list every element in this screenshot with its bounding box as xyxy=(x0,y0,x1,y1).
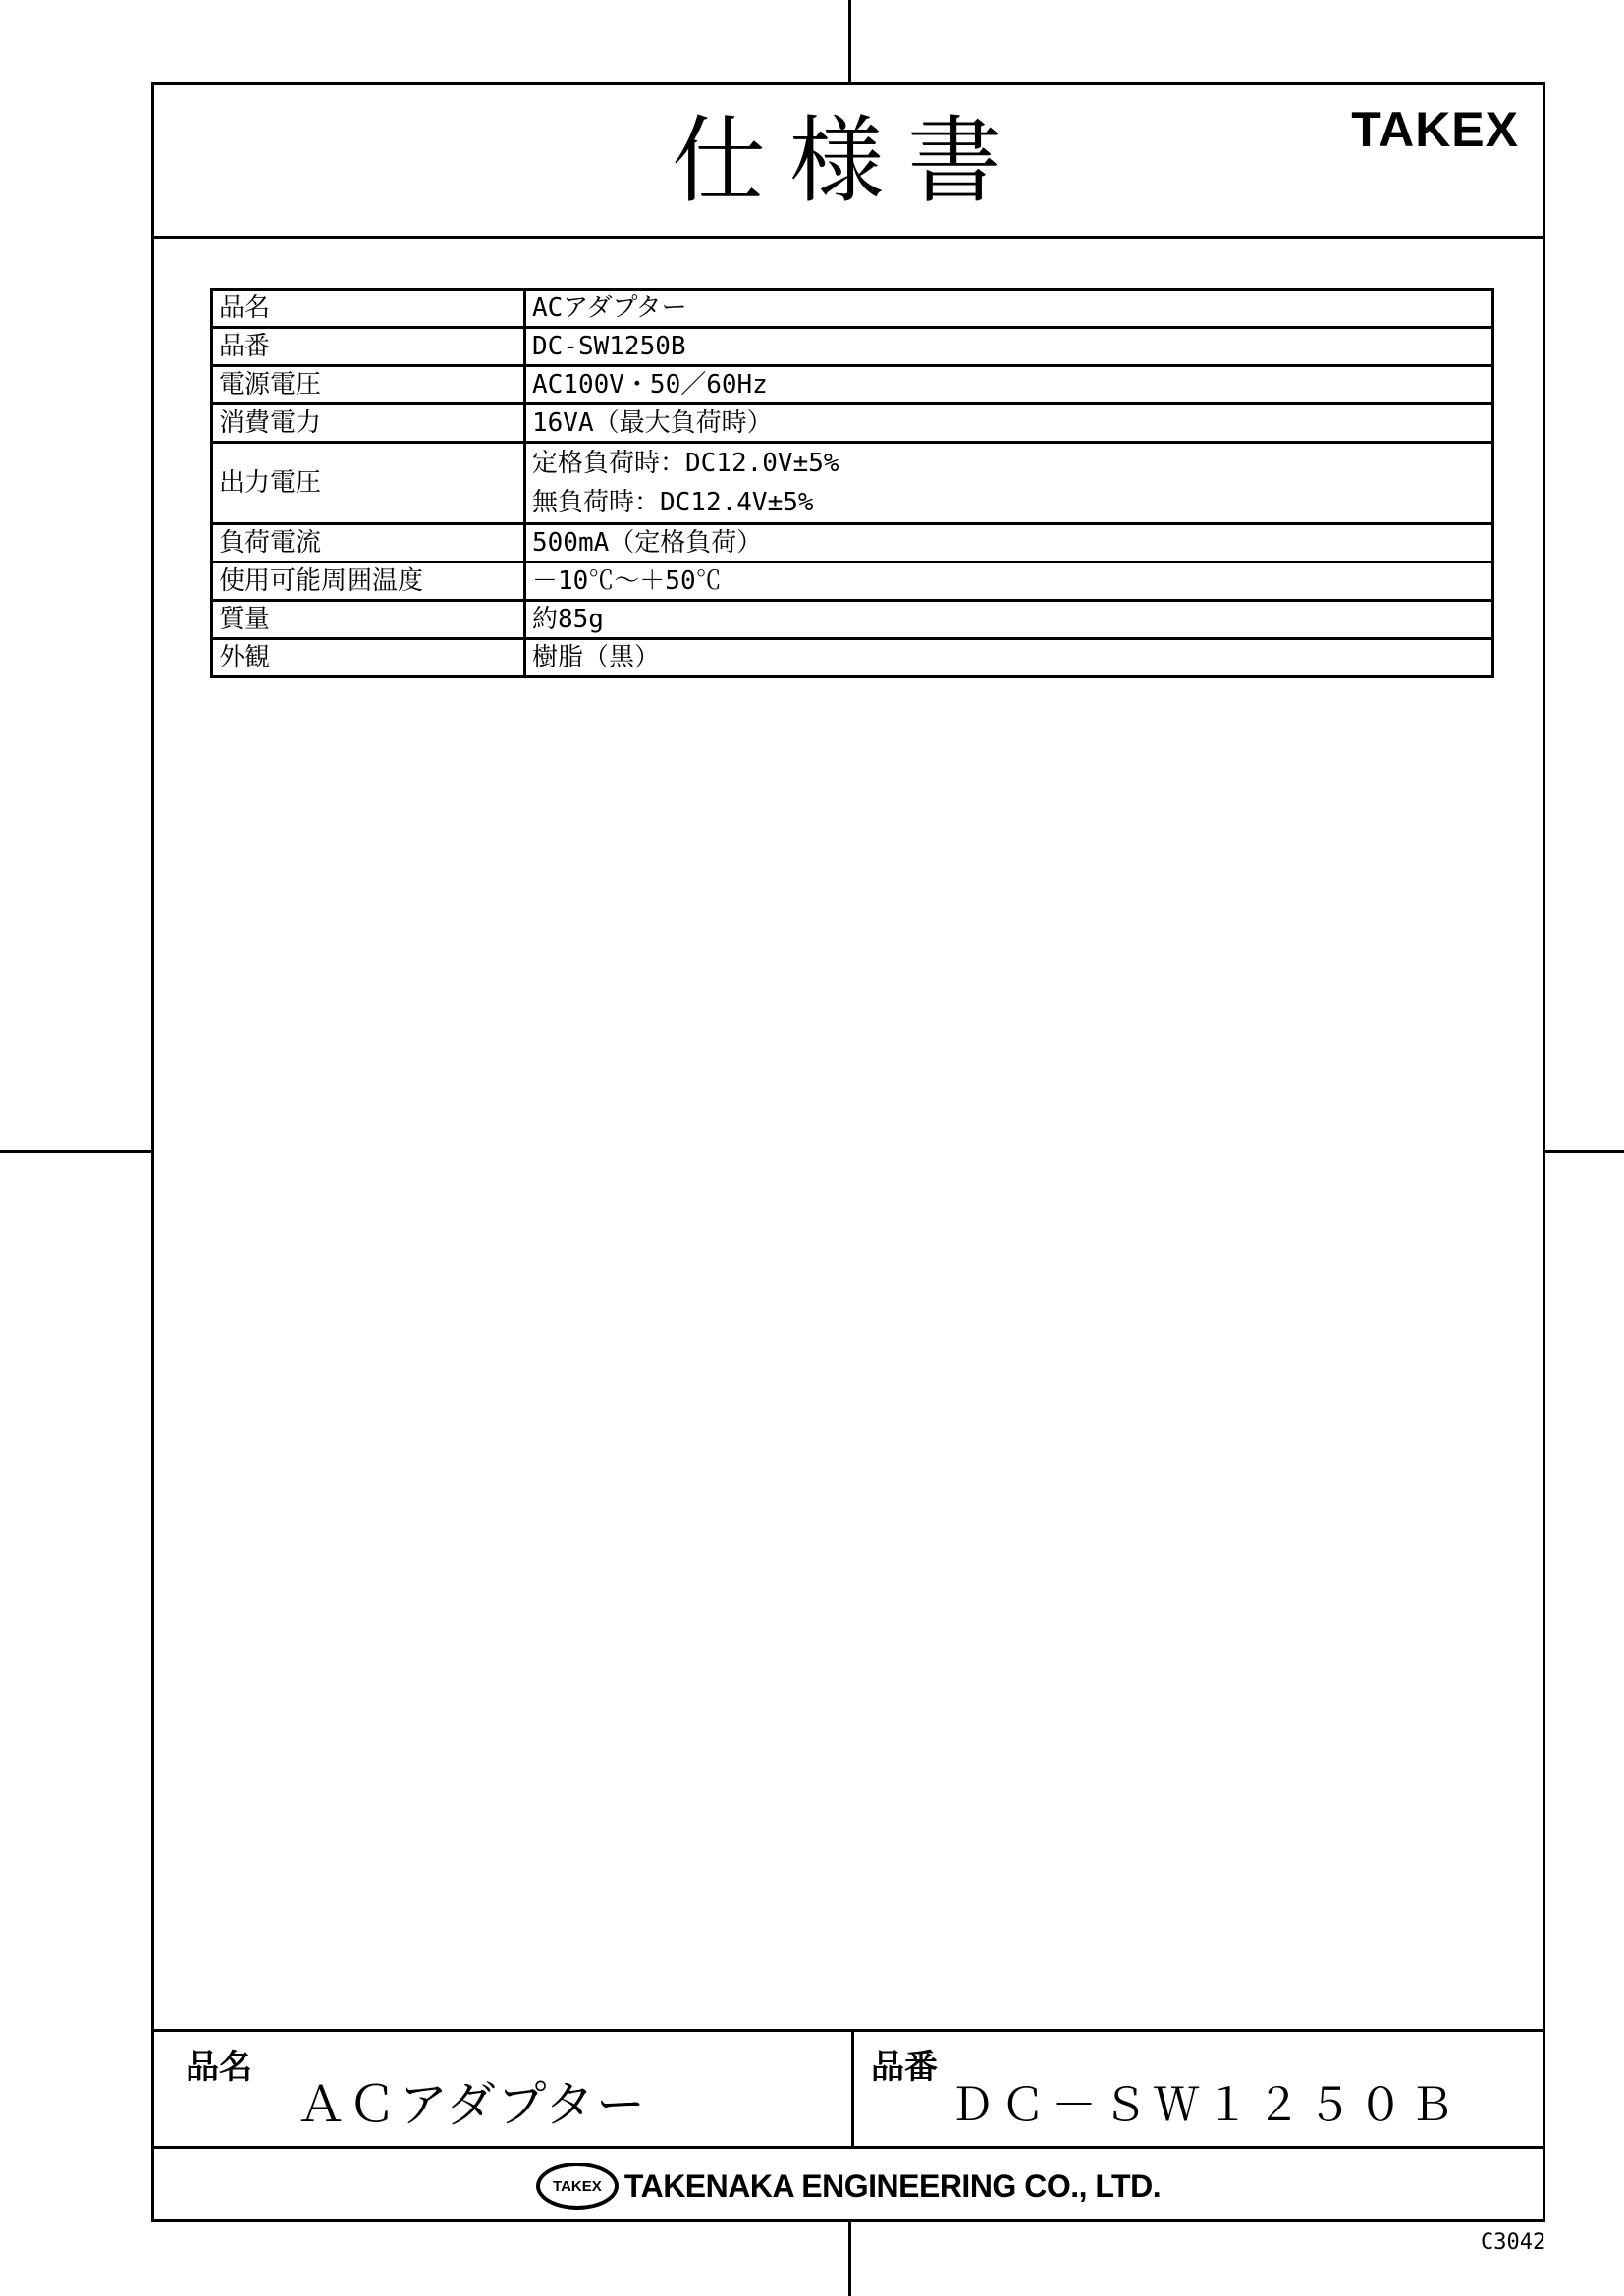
spec-label: 外観 xyxy=(212,639,525,677)
company-name: TAKENAKA ENGINEERING CO., LTD. xyxy=(623,2167,1162,2204)
product-name-row xyxy=(154,2029,1543,2149)
document-number: C3042 xyxy=(1481,2230,1546,2255)
spec-row xyxy=(212,639,1493,677)
spec-row xyxy=(212,443,1493,524)
spec-label: 電源電圧 xyxy=(212,366,525,404)
spec-value xyxy=(525,443,1493,524)
spec-label: 出力電圧 xyxy=(212,443,525,524)
spec-row xyxy=(212,601,1493,639)
takex-oval-logo: TAKEX xyxy=(536,2163,619,2210)
spec-value: DC-SW1250B xyxy=(525,328,1493,366)
crop-mark-top xyxy=(848,0,851,82)
name-row-divider xyxy=(851,2032,854,2146)
spec-row xyxy=(212,290,1493,328)
part-number-label: 品番 xyxy=(871,2048,938,2087)
spec-row xyxy=(212,404,1493,443)
spec-value-line: 無負荷時：DC12.4V±5% xyxy=(532,488,814,517)
spec-value: 樹脂（黒） xyxy=(525,639,1493,677)
document-frame xyxy=(151,82,1545,2222)
spec-row xyxy=(212,524,1493,562)
spec-label: 消費電力 xyxy=(212,404,525,443)
spec-row xyxy=(212,366,1493,404)
crop-mark-bottom xyxy=(848,2222,851,2296)
document-title: 仕様書 xyxy=(672,106,1025,216)
title-row xyxy=(154,85,1543,239)
spec-label: 使用可能周囲温度 xyxy=(212,562,525,601)
spec-label: 負荷電流 xyxy=(212,524,525,562)
product-name-label: 品名 xyxy=(186,2048,252,2087)
spec-label: 質量 xyxy=(212,601,525,639)
spec-value: 500mA（定格負荷） xyxy=(525,524,1493,562)
spec-value: 約85g xyxy=(525,601,1493,639)
spec-value: －10℃～＋50℃ xyxy=(525,562,1493,601)
spec-label: 品番 xyxy=(212,328,525,366)
product-name-value: ＡＣアダプター xyxy=(297,2076,647,2133)
spec-label: 品名 xyxy=(212,290,525,328)
part-number-value: ＤＣ－ＳＷ１２５０Ｂ xyxy=(949,2078,1460,2131)
company-row xyxy=(154,2149,1543,2219)
spec-value: 16VA（最大負荷時） xyxy=(525,404,1493,443)
brand-logo: TAKEX xyxy=(1351,102,1519,157)
crop-mark-left xyxy=(0,1150,151,1153)
crop-mark-right xyxy=(1545,1150,1624,1153)
spec-value: AC100V・50／60Hz xyxy=(525,366,1493,404)
company-block xyxy=(536,2163,1161,2210)
spec-row xyxy=(212,328,1493,366)
spec-value-line: 定格負荷時：DC12.0V±5% xyxy=(532,449,839,478)
spec-value: ACアダプター xyxy=(525,290,1493,328)
spec-row xyxy=(212,562,1493,601)
spec-table-body xyxy=(212,290,1493,677)
spec-table xyxy=(210,288,1494,678)
